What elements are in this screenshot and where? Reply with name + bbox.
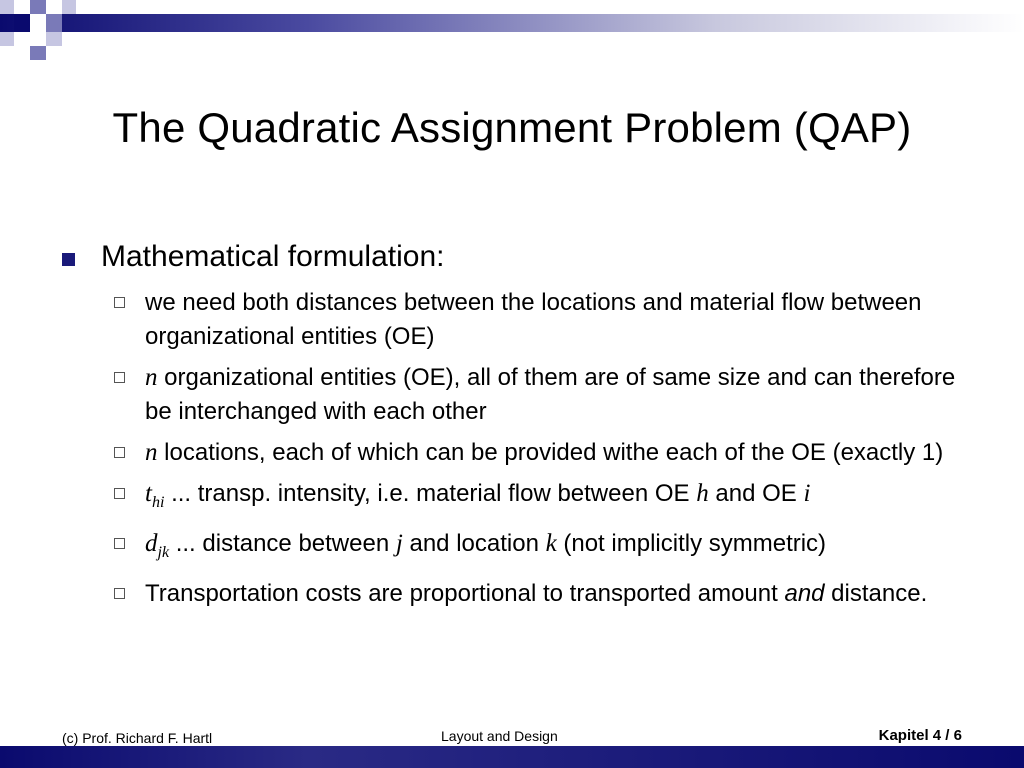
footer-bar	[0, 746, 1024, 768]
list-item: $t_{hi}$ ... transp. intensity, i.e. material flow between OE h and OE i	[112, 477, 972, 520]
footer-page-number: Kapitel 4 / 6	[878, 727, 962, 744]
sub-bullet-list	[112, 286, 972, 618]
list-item: Transportation costs are proportional to transported amount and distance.	[112, 577, 972, 611]
hollow-square-bullet-icon	[114, 488, 125, 499]
footer-author: (c) Prof. Richard F. Hartl	[62, 730, 213, 746]
hollow-square-bullet-icon	[114, 447, 125, 458]
hollow-square-bullet-icon	[114, 297, 125, 308]
list-item: n organizational entities (OE), all of them are of same size and can therefore be interchanged with each other	[112, 361, 972, 429]
header-gradient-bar	[0, 14, 1024, 32]
hollow-square-bullet-icon	[114, 372, 125, 383]
footer-course-title: Layout and Design	[441, 728, 558, 744]
square-bullet-icon	[62, 253, 75, 266]
main-bullet-text: Mathematical formulation:	[101, 240, 445, 273]
slide-title: The Quadratic Assignment Problem (QAP)	[112, 104, 912, 151]
hollow-square-bullet-icon	[114, 588, 125, 599]
list-item: $d_{jk}$ ... distance between j and location k (not implicitly symmetric)	[112, 527, 972, 570]
hollow-square-bullet-icon	[114, 538, 125, 549]
main-bullet	[62, 240, 444, 274]
list-item: we need both distances between the locations and material flow between organizational entities (OE)	[112, 286, 972, 354]
list-item: n locations, each of which can be provided withe each of the OE (exactly 1)	[112, 436, 972, 470]
